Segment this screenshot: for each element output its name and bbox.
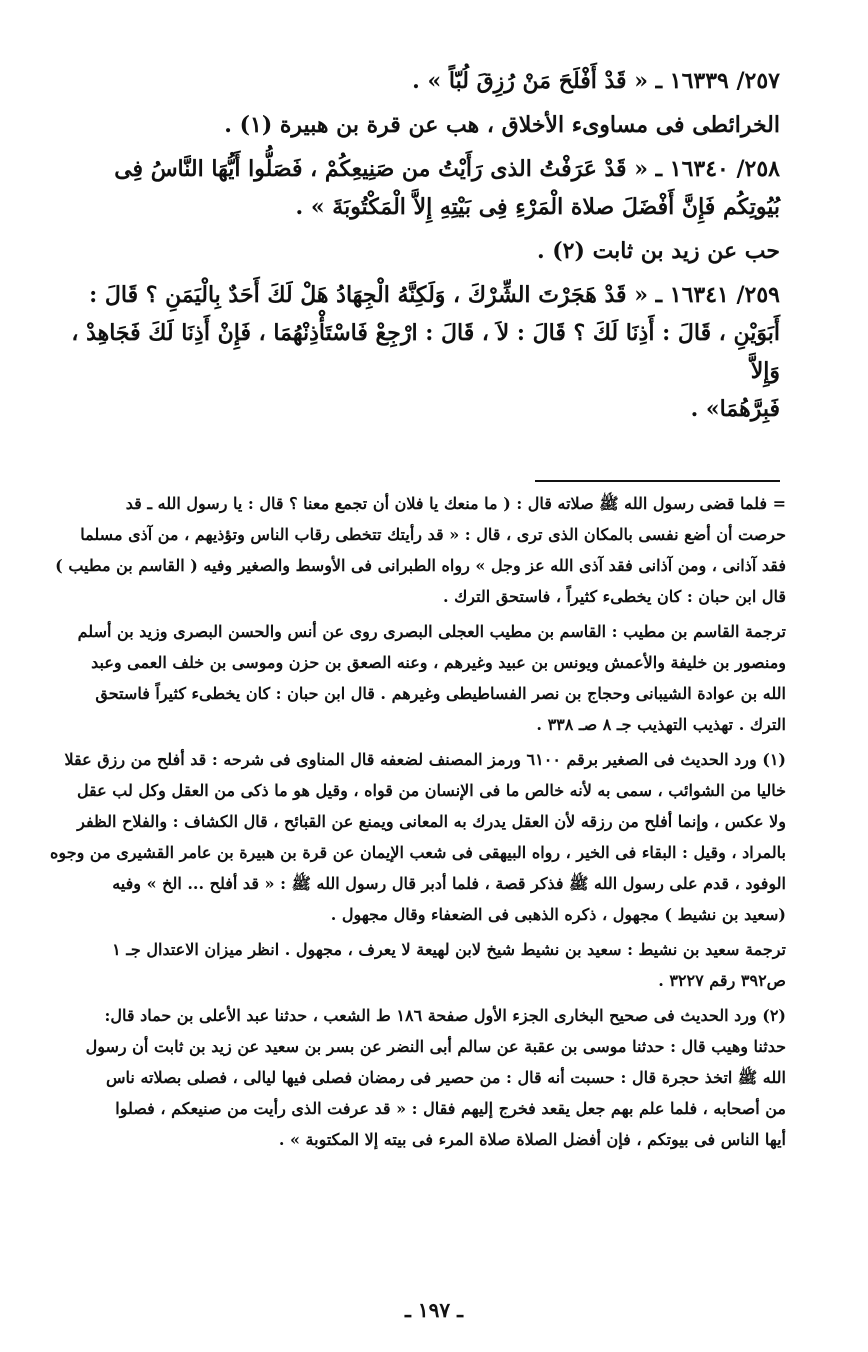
footnote-1	[50, 744, 786, 930]
footnote-line: = فلما قضى رسول الله ﷺ صلاته قال : ( ما منعك يا فلان أن تجمع معنا ؟ قال : يا رسول الله ـ قد	[125, 494, 786, 513]
footnote-continuation	[50, 488, 786, 612]
main-text	[50, 62, 780, 434]
hadith-257	[50, 62, 780, 100]
footnote-line: خاليا من الشوائب ، سمى به لأنه خالص ما فى الإنسان من قواه ، وقيل هو ما ذكى من العقل وكل لب عقل	[76, 781, 786, 800]
hadith-257-line-1: ٢٥٧/ ١٦٣٣٩ ـ « قَدْ أَفْلَحَ مَنْ رُزِقَ لُبّاً » .	[412, 68, 780, 94]
hadith-258	[50, 150, 780, 226]
footnote-line: من أصحابه ، فلما علم بهم جعل يقعد فخرج إليهم فقال : « قد عرفت الذى رأيت من صنيعكم ، فصلوا	[115, 1099, 786, 1118]
footnote-2	[50, 1000, 786, 1155]
footnote-line: فقد آذانى ، ومن آذانى فقد آذى الله عز وجل » رواه الطبرانى فى الأوسط والصغير وفيه ( القاسم بن مطيب )	[55, 556, 786, 575]
hadith-259-line-2: أَبَوَيْنِ ، قَالَ : أَذِنَا لَكَ ؟ قَالَ : لاَ ، قَالَ : ارْجِعْ فَاسْتَأْذِنْهُمَا ، فَإِنْ أَذِنَا لَكَ فَجَاهِدْ ، وَإِلاَّ	[71, 320, 780, 384]
page-number: ـ ١٩٧ ـ	[405, 1298, 463, 1322]
hadith-258-source-line: حب عن زيد بن ثابت (٢) .	[536, 238, 780, 264]
hadith-259-line-3: فَبِرَّهُمَا» .	[690, 396, 780, 422]
footnote-line: ولا عكس ، وإنما أفلح من رزقه لأن العقل يدرك به المعانى ويمنع عن القبائح ، قال الكشاف : والفلاح الظفر	[77, 812, 786, 831]
hadith-258-line-1: ٢٥٨/ ١٦٣٤٠ ـ « قَدْ عَرَفْتُ الذى رَأَيْتُ من صَنِيعِكُمْ ، فَصَلُّوا أَيُّهَا النَّاسُ فِى	[114, 156, 780, 182]
footnote-line: الله بن عوادة الشيبانى وحجاج بن نصر الفساطيطى وغيرهم . قال ابن حبان : كان يخطىء كثيراً فاستحق	[95, 684, 786, 703]
footnotes	[50, 488, 786, 1159]
footnote-line: ص٣٩٢ رقم ٣٢٢٧ .	[658, 971, 786, 990]
hadith-259	[50, 276, 780, 428]
hadith-259-line-1: ٢٥٩/ ١٦٣٤١ ـ « قَدْ هَجَرْتَ الشِّرْكَ ، وَلَكِنَّهُ الْجِهَادُ هَلْ لَكَ أَحَدٌ بِالْيَمَنِ ؟ قَالَ :	[89, 282, 780, 308]
footnote-divider	[535, 480, 780, 482]
hadith-258-line-2: بُيُوتِكُم فَإِنَّ أَفْضَلَ صلاة الْمَرْءِ فِى بَيْتِهِ إِلاَّ الْمَكْتُوبَةَ » .	[295, 194, 780, 220]
footnote-line: ومنصور بن خليفة والأعمش ويونس بن عبيد وغيرهم ، وعنه الصعق بن حزن وموسى بن خلف العمى وعبد	[91, 653, 786, 672]
footnote-line: حرصت أن أضع نفسى بالمكان الذى ترى ، قال : « قد رأيتك تتخطى رقاب الناس وتؤذيهم ، من آذى مسلما	[80, 525, 786, 544]
footnote-line: بالمراد ، وقيل : البقاء فى الخير ، رواه البيهقى فى شعب الإيمان عن قرة بن هبيرة بن عامر القشيرى من وجوه	[50, 843, 786, 862]
footnote-line: (٢) ورد الحديث فى صحيح البخارى الجزء الأول صفحة ١٨٦ ط الشعب ، حدثنا عبد الأعلى بن حماد قال:	[104, 1006, 786, 1025]
biography-saeed	[50, 934, 786, 996]
hadith-257-source-line: الخرائطى فى مساوىء الأخلاق ، هب عن قرة بن هبيرة (١) .	[224, 112, 780, 138]
footnote-line: (سعيد بن نشيط ) مجهول ، ذكره الذهبى فى الضعفاء وقال مجهول .	[330, 905, 786, 924]
hadith-258-source	[50, 232, 780, 270]
footnote-line: ترجمة القاسم بن مطيب : القاسم بن مطيب العجلى البصرى روى عن أنس والحسن البصرى وزيد بن أسلم	[77, 622, 786, 641]
footnote-line: الله ﷺ اتخذ حجرة قال : حسبت أنه قال : من حصير فى رمضان فصلى فيها ليالى ، فصلى بصلاته ناس	[106, 1068, 786, 1087]
footnote-line: (١) ورد الحديث فى الصغير برقم ٦١٠٠ ورمز المصنف لضعفه قال المناوى فى شرحه : قد أفلح من رزق عقلا	[64, 750, 786, 769]
footnote-line: أيها الناس فى بيوتكم ، فإن أفضل الصلاة صلاة المرء فى بيته إلا المكتوبة » .	[278, 1130, 786, 1149]
footnote-line: قال ابن حبان : كان يخطىء كثيراً ، فاستحق الترك .	[442, 587, 786, 606]
footnote-line: ترجمة سعيد بن نشيط : سعيد بن نشيط شيخ لابن لهيعة لا يعرف ، مجهول . انظر ميزان الاعتدال جـ ١	[112, 940, 786, 959]
footnote-line: الوفود ، قدم على رسول الله ﷺ فذكر قصة ، فلما أدبر قال رسول الله ﷺ : « قد أفلح ... الخ » وفيه	[112, 874, 786, 893]
biography-qasim	[50, 616, 786, 740]
hadith-257-source	[50, 106, 780, 144]
footnote-line: الترك . تهذيب التهذيب جـ ٨ صـ ٣٣٨ .	[536, 715, 786, 734]
footnote-line: حدثنا وهيب قال : حدثنا موسى بن عقبة عن سالم أبى النضر عن بسر بن سعيد عن زيد بن ثابت أن رسول	[85, 1037, 786, 1056]
